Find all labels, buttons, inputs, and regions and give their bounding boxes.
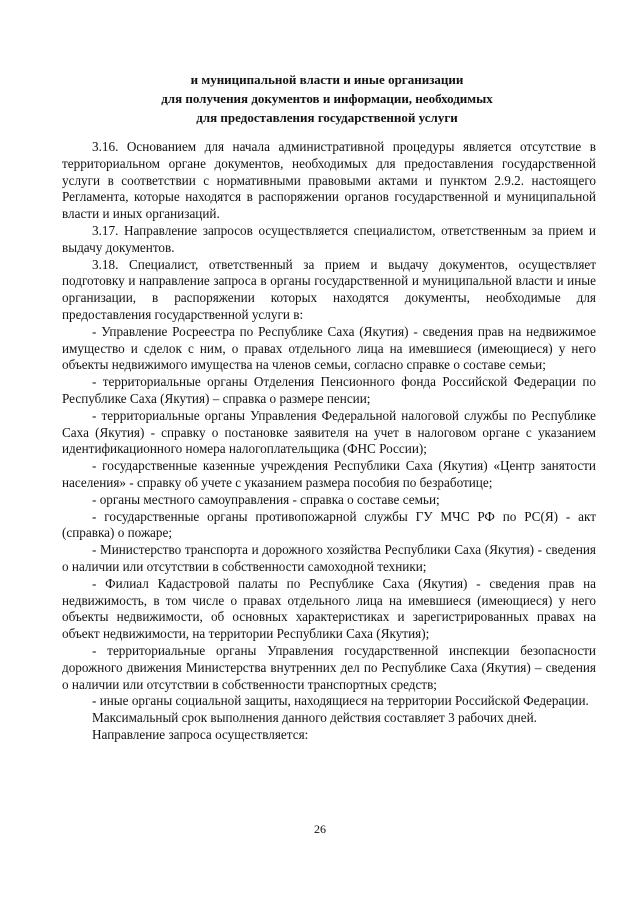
list-item-pension-fund: - территориальные органы Отделения Пенсионного фонда Российской Федерации по Республике Саха (Якутия) – справка о размере пенсии; — [62, 374, 596, 406]
list-item-rosreestr: - Управление Росреестра по Республике Саха (Якутия) - сведения прав на недвижимое имущество и сделок с ним, о правах отдельного лица на имевшиеся (имеющиеся) у него объекты недвижимого имущества на членов семьи, согласно справке о составе семьи; — [62, 323, 596, 373]
list-item-local-government: - органы местного самоуправления - справка о составе семьи; — [92, 491, 440, 507]
list-item-transport-ministry: - Министерство транспорта и дорожного хозяйства Республики Саха (Якутия) - сведения о наличии или отсутствии в собственности самоходной техники; — [62, 542, 596, 574]
paragraph-3-16: 3.16. Основанием для начала административной процедуры является отсутствие в территориальном органе документов, необходимых для предоставления государственной услуги в соответствии с нормативными правовыми актами и пунктом 2.9.2. настоящего Регламента, которые находятся в распоряжении органов государственной и муниципальной власти и иных организаций. — [62, 139, 596, 222]
document-body — [62, 139, 596, 744]
page-number: 26 — [314, 822, 326, 836]
list-item-fire-service: - государственные органы противопожарной службы ГУ МЧС РФ по РС(Я) - акт (справка) о пожаре; — [62, 508, 596, 541]
heading-line: для предоставления государственной услуги — [196, 110, 458, 125]
list-item-employment-center: - государственные казенные учреждения Республики Саха (Якутия) «Центр занятости населения» - справку об учете с указанием размера пособия по безработице; — [62, 458, 596, 490]
heading-line: для получения документов и информации, необходимых — [161, 91, 493, 106]
paragraph-3-17: 3.17. Направление запросов осуществляется специалистом, ответственным за прием и выдачу документов. — [62, 222, 596, 255]
heading-line: и муниципальной власти и иные организации — [190, 72, 464, 87]
list-item-cadastral-chamber: - Филиал Кадастровой палаты по Республике Саха (Якутия) - сведения прав на недвижимость, в том числе о правах отдельного лица на имевшиеся (имеющиеся) у него объекты недвижимости, об основных характеристиках и зарегистрированных правах на объект недвижимости, на территории Республики Саха (Якутия); — [62, 575, 596, 642]
paragraph-3-18: 3.18. Специалист, ответственный за прием и выдачу документов, осуществляет подготовку и направление запроса в органы государственной и муниципальной власти и иные организации, в распоряжении которых находятся документы, необходимые для предоставления государственной услуги в: — [62, 256, 596, 322]
paragraph-request-direction: Направление запроса осуществляется: — [92, 726, 309, 742]
list-item-social-protection: - иные органы социальной защиты, находящиеся на территории Российской Федерации. — [92, 693, 589, 709]
list-item-tax-service: - территориальные органы Управления Федеральной налоговой службы по Республике Саха (Якутия) - справку о постановке заявителя на учет в налоговом органе с указанием идентификационного номера налогоплательщика (ФНС России); — [62, 407, 596, 457]
section-heading — [62, 70, 592, 127]
list-item-traffic-inspection: - территориальные органы Управления государственной инспекции безопасности дорожного движения Министерства внутренних дел по Республике Саха (Якутия) – сведения о наличии или отсутствии в собственности транспортных средств; — [62, 642, 596, 692]
paragraph-max-term: Максимальный срок выполнения данного действия составляет 3 рабочих дней. — [92, 710, 537, 726]
